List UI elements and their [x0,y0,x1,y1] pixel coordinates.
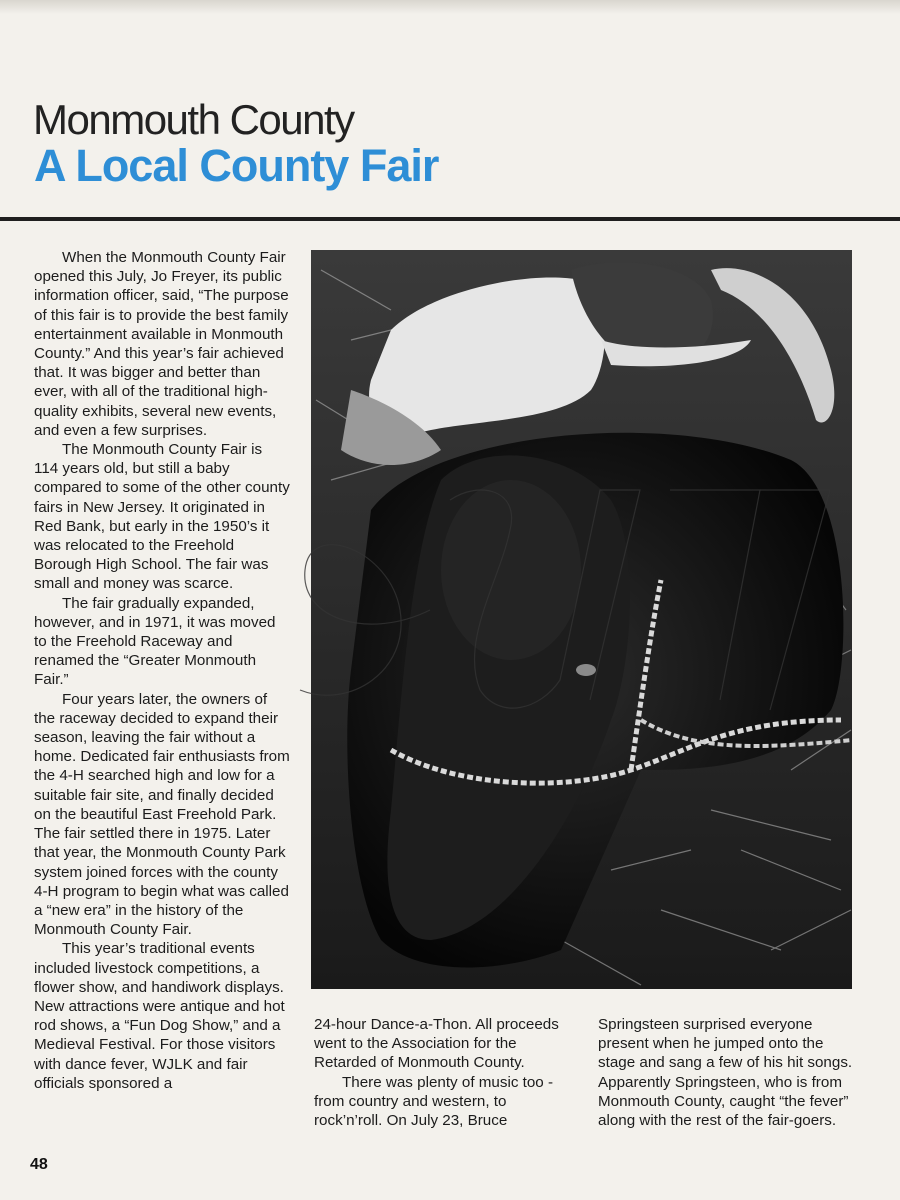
article-headline: A Local County Fair [34,140,439,191]
paragraph: 24-hour Dance-a-Thon. All proceeds went to the Association for the Retarded of Monmouth County. [314,1016,559,1072]
photo-girl-with-cow [311,250,852,989]
paragraph: When the Monmouth County Fair opened this July, Jo Freyer, its public information officer, said, “The purpose of this fair is to provide the best family entertainment available in Monmouth County.” And this year’s fair achieved that. It was bigger and better than ever, with all of the traditional high-quality exhibits, several new events, and even a few surprises. [34,249,289,439]
paragraph: The fair gradually expanded, however, and in 1971, it was moved to the Freehold Raceway and renamed the “Greater Monmouth Fair.” [34,594,276,689]
paragraph: This year’s traditional events included livestock competitions, a flower show, and handiwork displays. New attractions were antique and hot rod shows, a “Fun Dog Show,” and a Medieval Festival. For those visitors with dance fever, WJLK and fair officials sponsored a [34,940,285,1092]
header-rule [0,217,900,221]
article-column-1 [34,248,290,1093]
article-column-2 [314,1015,574,1130]
page-edge [0,0,900,14]
paragraph: The Monmouth County Fair is 114 years old, but still a baby compared to some of the other county fairs in New Jersey. It originated in Red Bank, but early in the 1950’s it was relocated to the Freehold Borough High School. The fair was small and money was scarce. [34,441,290,593]
paragraph: There was plenty of music too - from country and western, to rock’n’roll. On July 23, Bruce [314,1073,554,1130]
article-column-3 [598,1015,860,1130]
paragraph: Four years later, the owners of the raceway decided to expand their season, leaving the fair without a home. Dedicated fair enthusiasts from the 4-H searched high and low for a suitable fair site, and finally decided on the beautiful East Freehold Park. The fair settled there in 1975. Later that year, the Monmouth County Park system joined forces with the county 4-H program to begin what was called a “new era” in the history of the Monmouth County Fair. [34,690,290,939]
section-kicker: Monmouth County [33,96,354,143]
page-number: 48 [30,1156,48,1173]
photo-illustration [311,250,852,989]
paragraph: Springsteen surprised everyone present when he jumped onto the stage and sang a few of his hit songs. Apparently Springsteen, who is from Monmouth County, caught “the fever” along with the rest of the fair-goers. [598,1016,853,1130]
